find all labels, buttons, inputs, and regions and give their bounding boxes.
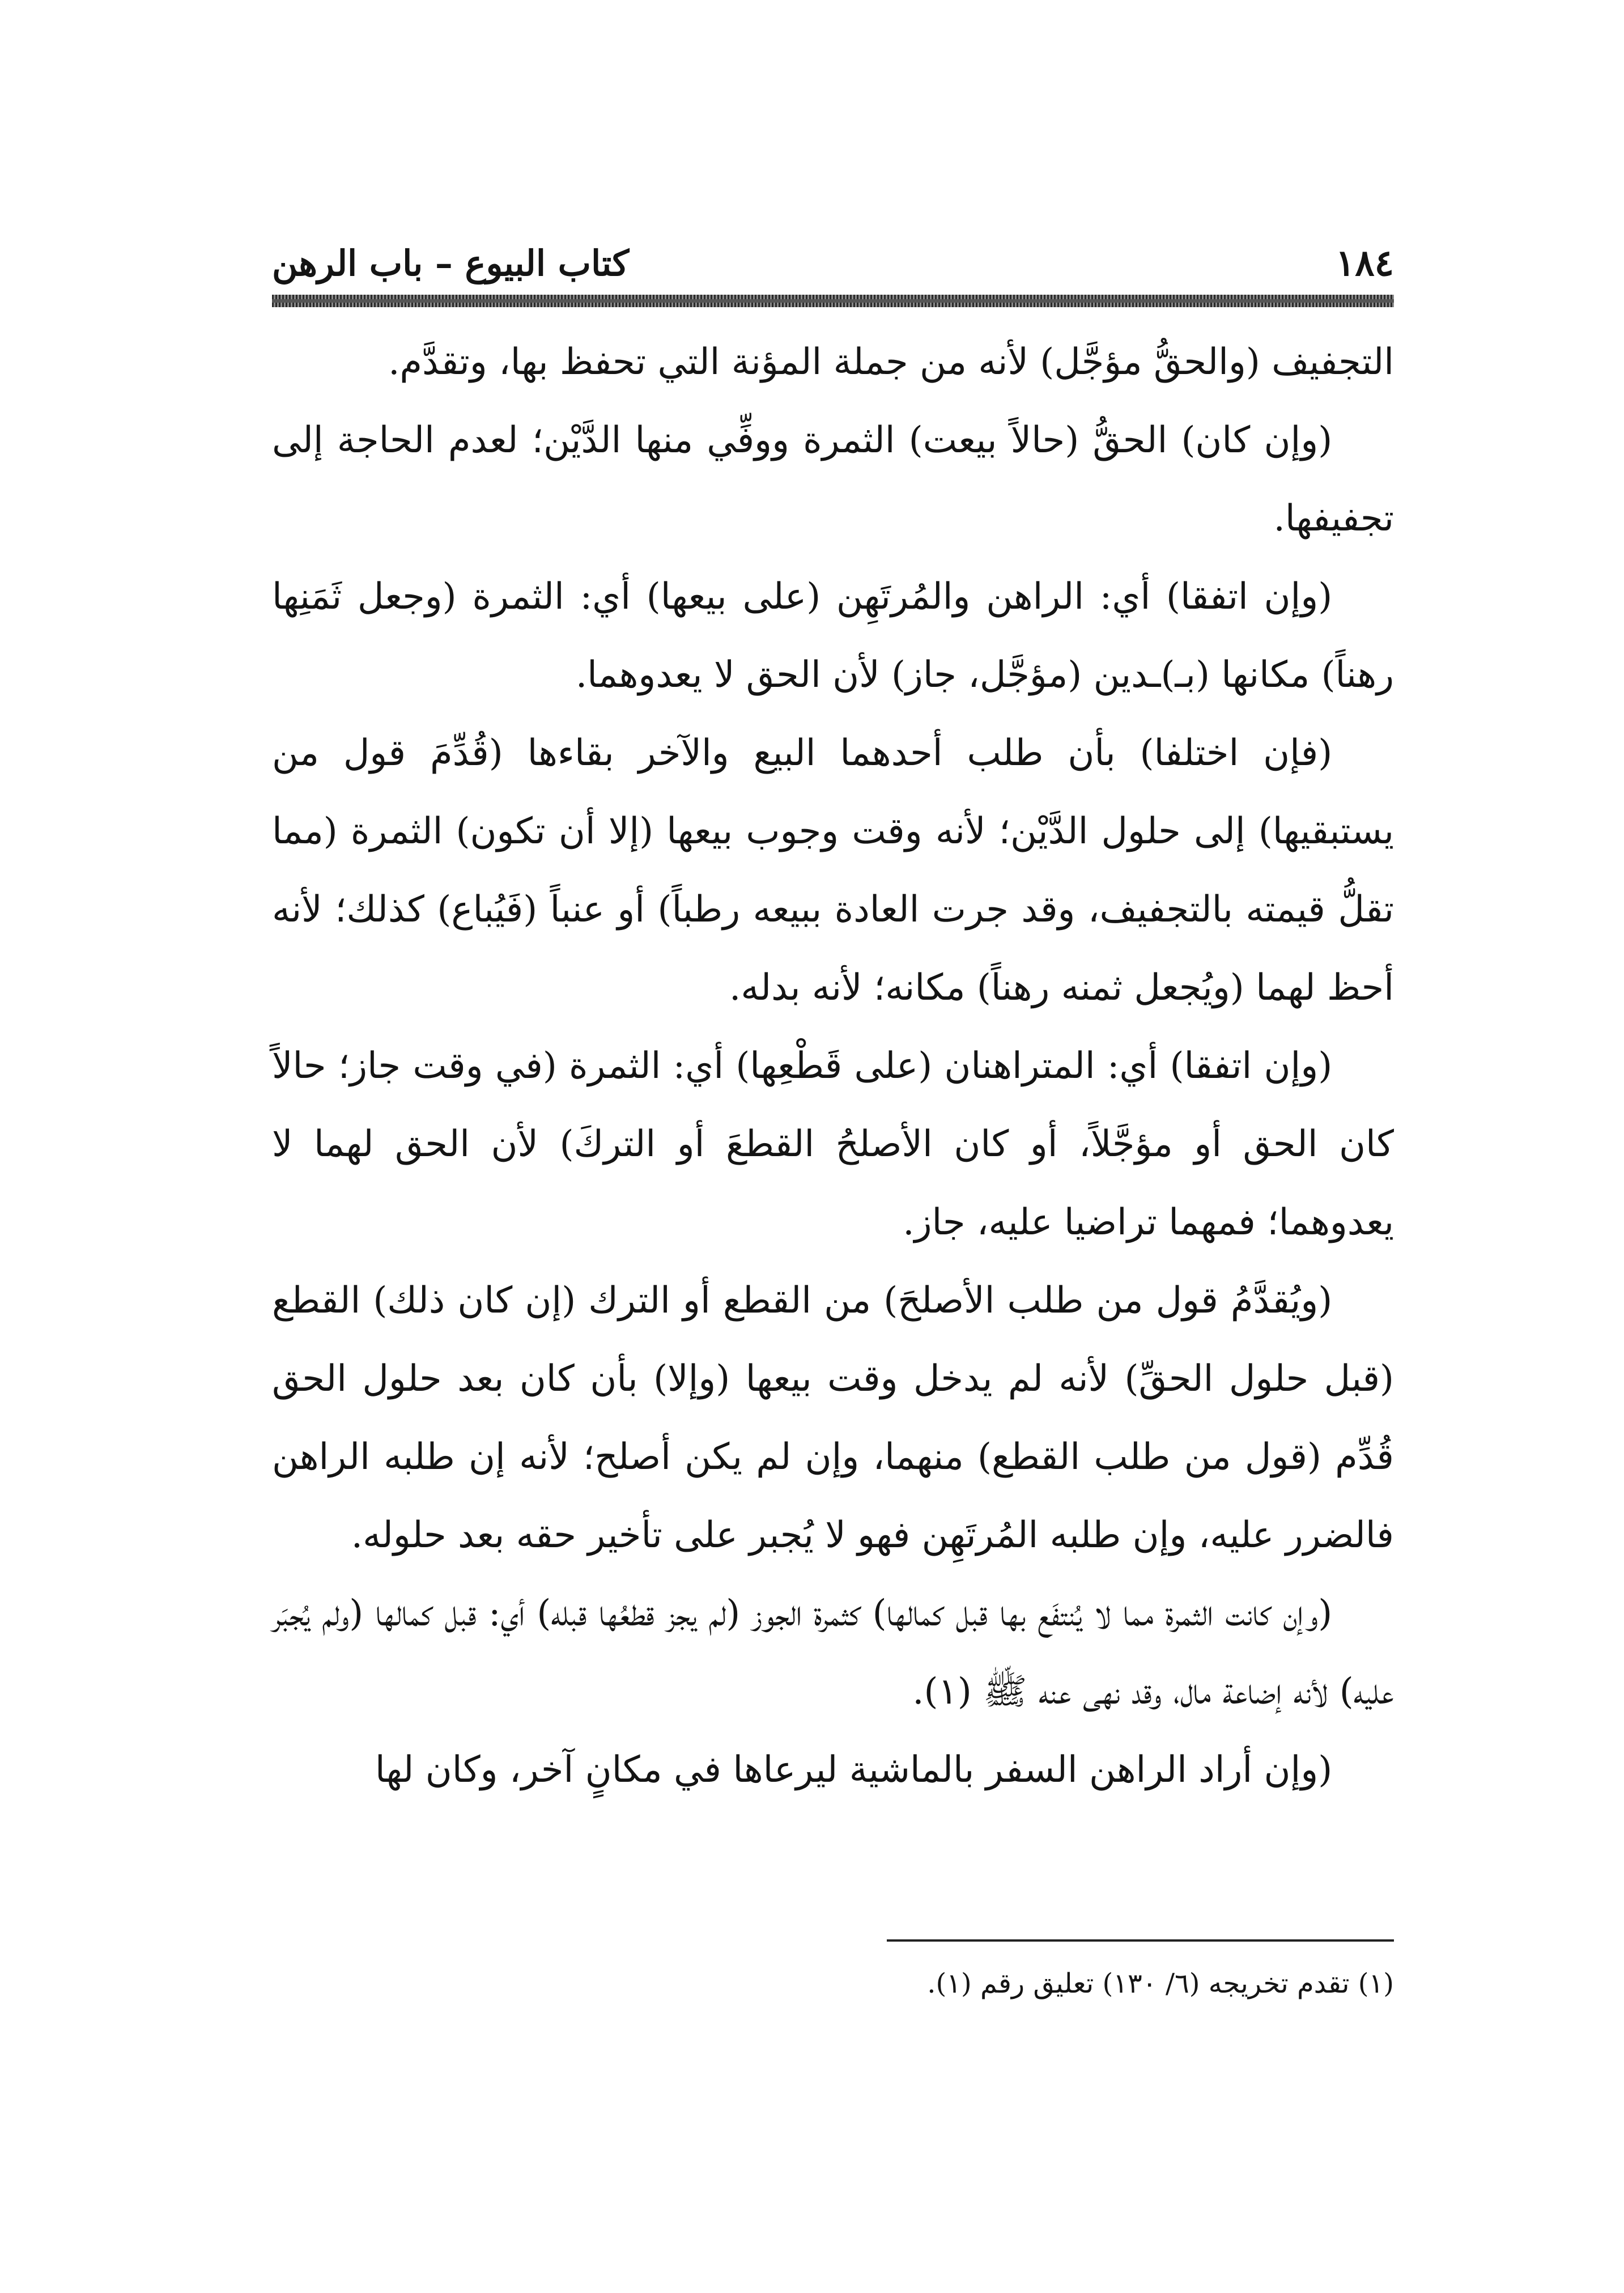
paragraph: (ويُقدَّمُ قول من طلب الأصلحَ) من القطع أو الترك (إن كان ذلك) القطع (قبل حلول الحقِّ) لأنه لم يدخل وقت بيعها (وإلا) بأن كان بعد حلول الحق قُدِّم (قول من طلب القطع) منهما، وإن لم يكن أصلح؛ لأنه إن طلبه الراهن فالضرر عليه، وإن طلبه المُرتَهِن فهو لا يُجبر على تأخير حقه بعد حلوله. <box>272 1280 1395 1556</box>
paragraph: (وإن كانت الثمرة مما لا يُنتفَع بها قبل كمالها) كثمرة الجوز (لم يجز قطعُها قبله) أي: قبل كمالها (ولم يُجبَر عليه) لأنه إضاعة مال، وقد نهى عنه ﷺ (١). <box>272 1593 1394 1713</box>
footnote: (١) تقدم تخريجه (٦/ ١٣٠) تعليق رقم (١). <box>927 1968 1394 1999</box>
paragraph: (فإن اختلفا) بأن طلب أحدهما البيع والآخر بقاءها (قُدِّمَ قول من يستبقيها) إلى حلول الدَّيْن؛ لأنه وقت وجوب بيعها (إلا أن تكون) الثمرة (مما تقلُّ قيمته بالتجفيف، وقد جرت العادة ببيعه رطباً) أو عنباً (فَيُباع) كذلك؛ لأنه أحظ لهما (ويُجعل ثمنه رهناً) مكانه؛ لأنه بدله. <box>272 732 1395 1009</box>
running-header <box>272 235 1394 292</box>
paragraph: (وإن أراد الراهن السفر بالماشية ليرعاها في مكانٍ آخر، وكان لها <box>375 1749 1333 1791</box>
footnote-divider <box>887 1939 1394 1942</box>
paragraph: (وإن اتفقا) أي: المتراهنان (على قَطْعِها) أي: الثمرة (في وقت جاز؛ حالاً كان الحق أو مؤجَّلاً، أو كان الأصلحُ القطعَ أو التركَ) لأن الحق لهما لا يعدوهما؛ فمهما تراضيا عليه، جاز. <box>272 1045 1394 1243</box>
paragraph: التجفيف (والحقُّ مؤجَّل) لأنه من جملة المؤنة التي تحفظ بها، وتقدَّم. <box>388 341 1394 383</box>
paragraph: (وإن كان) الحقُّ (حالاً بيعت) الثمرة ووفِّي منها الدَّيْن؛ لعدم الحاجة إلى تجفيفها. <box>272 419 1394 540</box>
header-divider <box>272 295 1394 307</box>
page-number: ١٨٤ <box>1335 242 1394 284</box>
paragraph: (وإن اتفقا) أي: الراهن والمُرتَهِن (على بيعها) أي: الثمرة (وجعل ثَمَنِها رهناً) مكانها (بـ)ـدين (مؤجَّل، جاز) لأن الحق لا يعدوهما. <box>272 576 1394 696</box>
main-text <box>272 323 1394 1809</box>
chapter-title: كتاب البيوع – باب الرهن <box>272 243 630 284</box>
